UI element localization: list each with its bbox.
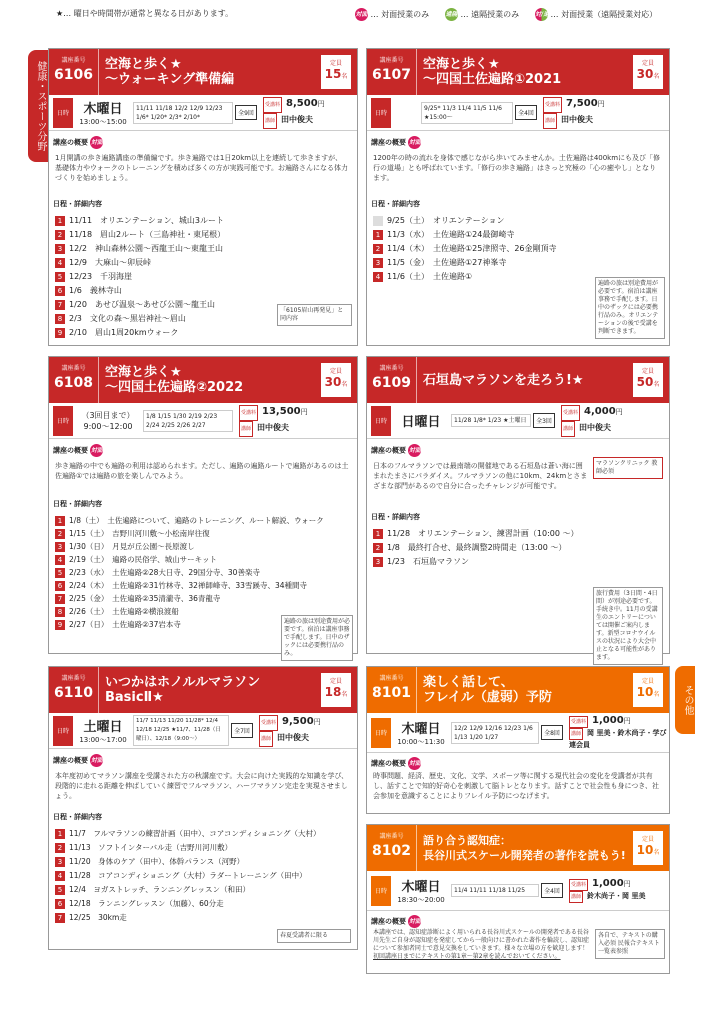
note-box: マラソンクリニック 教師必須 xyxy=(593,457,663,479)
list-item: 1 11/3（水） 土佐遍路①24最御崎寺 xyxy=(373,228,557,242)
course-info xyxy=(49,713,357,749)
overview-label: 講座の概要 対面 xyxy=(371,915,421,928)
course-info xyxy=(367,95,669,131)
note-box: 各自で、テキストの購入必須 民報合テキスト一覧表参照 xyxy=(595,929,665,959)
date-list: 11/11 11/18 12/2 12/9 12/23 1/6* 1/20* 2/3* 2/10* xyxy=(133,102,233,124)
day-time: 木曜日 18:30～20:00 xyxy=(397,880,445,904)
list-item: 2 11/18 眉山2ルート（三島神社・東尾根） xyxy=(55,228,225,242)
course-title: 語り合う認知症： 長谷川式スケール開発者の著作を読もう! xyxy=(423,834,626,862)
face-icon: 対面 xyxy=(408,136,421,149)
list-item: 5 12/23 千羽海崖 xyxy=(55,270,225,284)
schedule-list xyxy=(373,214,557,284)
list-item: 9/25（土） オリエンテーション xyxy=(373,214,557,228)
day-time: 木曜日 13:00～15:00 xyxy=(79,102,127,126)
course-card-6109[interactable] xyxy=(366,356,670,661)
list-item: 1 11/7 フルマラソンの練習計画（田中）、コアコンディショニング（大村） xyxy=(55,827,321,841)
session-count: 全3回 xyxy=(533,413,555,428)
list-item: 2 1/15（土） 吉野川河川敷～小松南岸往復 xyxy=(55,527,324,540)
list-item: 2 11/13 ソフトインターバル走（吉野川河川敷） xyxy=(55,841,321,855)
list-item: 9 2/27（日） 土佐遍路②37岩本寺 xyxy=(55,618,324,631)
date-list: 9/25* 11/3 11/4 11/5 11/6 ★15:00～ xyxy=(421,102,513,124)
card-header xyxy=(49,49,357,95)
date-list: 1/8 1/15 1/30 2/19 2/23 2/24 2/25 2/26 2/27 xyxy=(143,410,233,432)
course-code: 講座番号 6108 xyxy=(49,357,99,403)
course-card-8102[interactable] xyxy=(366,824,670,974)
list-item: 7 12/25 30km走 xyxy=(55,911,321,925)
capacity: 定員 30名 xyxy=(633,55,663,89)
list-item: 7 1/20 あせび温泉～あせび公園～龍王山 xyxy=(55,298,225,312)
session-count: 全8回 xyxy=(541,725,563,740)
course-card-8101[interactable] xyxy=(366,666,670,814)
schedule-label: 日程・詳細内容 xyxy=(53,200,102,208)
course-code: 講座番号 6107 xyxy=(367,49,417,95)
capacity: 定員 15名 xyxy=(321,55,351,89)
overview-text: 日本のフルマラソンでは最南端の開催地である石垣島は蒼い海に囲まれたまさにパラダイス。フルマラソンの他に10km、24kmとさまざまな部門があるので自分に合ったチャレンジが可能です。 xyxy=(373,462,588,490)
fee-lecturer: 受講料 13,500円 講師 田中俊夫 xyxy=(233,405,357,437)
session-count: 全9回 xyxy=(235,105,257,120)
note-box: 春夏受講者に限る xyxy=(277,929,351,943)
face-icon: 対面 xyxy=(90,444,103,457)
schedule-label: 日程・詳細内容 xyxy=(371,513,420,521)
schedule-list xyxy=(55,514,324,631)
course-info xyxy=(49,403,357,439)
hybrid-icon: 対/遠 xyxy=(535,8,548,21)
course-code: 講座番号 8101 xyxy=(367,667,417,713)
course-code: 講座番号 6106 xyxy=(49,49,99,95)
legend xyxy=(0,6,720,22)
overview-text: 1200年の時の流れを身体で感じながら歩いてみませんか。土佐遍路は400kmにも及び「修行の道場」とも呼ばれています。「修行の歩き遍路」はきっと究極の「心の癒やし」となります。 xyxy=(373,154,661,182)
course-card-6108[interactable] xyxy=(48,356,358,657)
note-box: 遍路の旅は別途費用が必要です。宿泊は講座事務で手配します。日中のザックには必要携行品のみ。 xyxy=(281,615,353,661)
overview-label: 講座の概要 対面 xyxy=(371,136,421,149)
list-item: 7 2/25（金） 土佐遍路②35清瀧寺、36青龍寺 xyxy=(55,592,324,605)
list-item: 2 11/4（木） 土佐遍路①25津照寺、26金剛頂寺 xyxy=(373,242,557,256)
list-item: 9 2/10 眉山1周20kmウォーク xyxy=(55,326,225,340)
overview-label: 講座の概要 対面 xyxy=(371,757,421,770)
course-info xyxy=(367,713,669,753)
date-label: 日時 xyxy=(371,876,391,906)
fee-lecturer: 受講料 1,000円 講師 鈴木尚子・岡 里美 xyxy=(563,879,669,903)
list-item: 3 1/30（日） 月見が丘公園～長原渡し xyxy=(55,540,324,553)
date-label: 日時 xyxy=(371,406,391,436)
list-item: 3 11/20 身体のケア（田中）、体幹パランス（河野） xyxy=(55,855,321,869)
course-info xyxy=(367,871,669,911)
date-list: 12/2 12/9 12/16 12/23 1/6 1/13 1/20 1/27 xyxy=(451,722,539,744)
legend-face: 対面 … 対面授業のみ xyxy=(355,10,430,19)
course-info xyxy=(49,95,357,131)
card-header xyxy=(49,357,357,403)
note-box: 「6105眉山再発見」と同内容 xyxy=(277,304,352,326)
course-card-6110[interactable] xyxy=(48,666,358,950)
card-header xyxy=(367,49,669,95)
list-item: 1 11/28 オリエンテーション、練習計画（10:00 ～） xyxy=(373,527,579,541)
date-label: 日時 xyxy=(371,98,391,128)
list-item: 4 2/19（土） 遍路の民俗学、城山サーキット xyxy=(55,553,324,566)
side-tab-health: 健康・スポーツ分野 xyxy=(28,50,48,162)
overview-label: 講座の概要 対面 xyxy=(53,136,103,149)
schedule-label: 日程・詳細内容 xyxy=(53,813,102,821)
face-icon: 対面 xyxy=(408,757,421,770)
date-list: 11/28 1/8* 1/23 ★土曜日 xyxy=(451,414,531,427)
face-icon: 対面 xyxy=(355,8,368,21)
overview-label: 講座の概要 対面 xyxy=(53,444,103,457)
fee-lecturer: 受講料 1,000円 講師 岡 里美・鈴木尚子・学び連会員 xyxy=(569,714,667,749)
card-header xyxy=(367,667,669,713)
schedule-list xyxy=(55,827,321,925)
course-card-6107[interactable] xyxy=(366,48,670,346)
date-label: 日時 xyxy=(371,718,391,748)
list-item: 6 12/18 ランニングレッスン（加藤）、60分走 xyxy=(55,897,321,911)
list-item: 1 1/8（土） 土佐遍路について、遍路のトレーニング、ルート解説、ウォーク xyxy=(55,514,324,527)
overview-text: 時事問題、経済、歴史、文化、文学、スポーツ等に関する現代社会の変化を受講者が共有し、話すことで知的好奇心を刺激して脳トレとなります。話すことで社会性も身につき、社会参加を意識することによりフレイル予防につなげます。 xyxy=(373,772,660,800)
face-icon: 対面 xyxy=(408,915,421,928)
session-count: 全7回 xyxy=(231,723,253,738)
note-box: 旅行費用（3日間・4日間）が別途必要です。手続き中。11月の受講生のエントリーについては開催ご案内します。新型コロナウイルスの状況により大会中止となる可能性があります。 xyxy=(593,587,663,665)
schedule-label: 日程・詳細内容 xyxy=(53,500,102,508)
session-count: 全4回 xyxy=(515,105,537,120)
list-item: 3 1/23 石垣島マラソン xyxy=(373,555,579,569)
list-item: 5 12/4 ヨガストレッチ、ランニングレッスン（和田） xyxy=(55,883,321,897)
face-icon: 対面 xyxy=(408,444,421,457)
capacity: 定員 10名 xyxy=(633,831,663,865)
list-item: 3 11/5（金） 土佐遍路①27神峯寺 xyxy=(373,256,557,270)
capacity: 定員 18名 xyxy=(321,673,351,707)
fee-lecturer: 受講料 4,000円 講師 田中俊夫 xyxy=(555,405,669,437)
overview-text: 歩き遍路の中でも遍路の利用は認められます。ただし、遍路の遍路ルートで遍路があるのは土佐遍路①では遍路の旅を楽しんでみよう。 xyxy=(55,462,349,480)
course-title: 空海と歩く★ ～四国土佐遍路①2021 xyxy=(423,57,562,87)
card-header xyxy=(49,667,357,713)
course-code: 講座番号 6109 xyxy=(367,357,417,403)
card-header xyxy=(367,357,669,403)
note-box: 遍路の旅は別途費用が必要です。宿泊は講座事務で手配します。日中のザックには必要携行品のみ。オリエンテーションの後で受講を判断できます。 xyxy=(595,277,665,339)
date-label: 日時 xyxy=(53,98,73,128)
capacity: 定員 10名 xyxy=(633,673,663,707)
schedule-label: 日程・詳細内容 xyxy=(371,200,420,208)
list-item: 5 2/23（水） 土佐遍路②28大日寺、29国分寺、30善楽寺 xyxy=(55,566,324,579)
list-item: 3 12/2 神山森林公園～西龍王山～東龍王山 xyxy=(55,242,225,256)
course-card-6106[interactable] xyxy=(48,48,358,346)
course-title: 石垣島マラソンを走ろう!★ xyxy=(423,372,584,388)
date-list: 11/7 11/13 11/20 11/28* 12/4 12/18 12/25 ★11/7、11/28（日曜日）、12/18（9:00～） xyxy=(133,715,229,746)
overview-text: 本講座では、認知症診断によく用いられる長谷川式スケールの開発者である長谷川先生ご自身が認知症を発症してから一般向けに書かれた著作を輪読し、認知症について参加者同士で意見交換をしていきます。様々な立場の方を歓迎します！ 初回講座日までにテキストの第1章～第2章を読んでおいてください。 xyxy=(373,929,590,960)
list-item: 4 11/6（土） 土佐遍路① xyxy=(373,270,557,284)
fee-lecturer: 受講料 8,500円 講師 田中俊夫 xyxy=(257,97,357,129)
legend-note: ★… 曜日や時間帯が通常と異なる日があります。 xyxy=(56,9,234,18)
capacity: 定員 30名 xyxy=(321,363,351,397)
overview-label: 講座の概要 対面 xyxy=(53,754,103,767)
day-time: 木曜日 10:00～11:30 xyxy=(397,722,445,746)
course-code: 講座番号 6110 xyxy=(49,667,99,713)
list-item: 4 11/28 コアコンディショニング（大村）ラダートレーニング（田中） xyxy=(55,869,321,883)
overview-text: 1月開講の歩き遍路講座の準備編です。歩き遍路では1日20km以上を連続して歩きますが、基礎体力やウォークのトレーニングを積めば多くの方が実践可能です。お遍路さんになる体力づくりを始めましょう。 xyxy=(55,154,349,182)
overview-text: 本年度初めてマラソン講座を受講された方の秋講座です。大会に向けた実践的な知識を学び、段階的に走れる距離を伸ばしていく練習でフルマラソン、ハーフマラソン完走を実現させましょう。 xyxy=(55,772,349,800)
list-item: 6 1/6 義林寺山 xyxy=(55,284,225,298)
course-info xyxy=(367,403,669,439)
course-title: 空海と歩く★ ～四国土佐遍路②2022 xyxy=(105,365,244,395)
list-item: 4 12/9 大麻山～卯辰峠 xyxy=(55,256,225,270)
capacity: 定員 50名 xyxy=(633,363,663,397)
face-icon: 対面 xyxy=(90,754,103,767)
course-code: 講座番号 8102 xyxy=(367,825,417,871)
course-title: 空海と歩く★ ～ウォーキング準備編 xyxy=(105,57,235,87)
list-item: 2 1/8 最終打合せ、最終調整2時間走（13:00 ～） xyxy=(373,541,579,555)
date-list: 11/4 11/11 11/18 11/25 xyxy=(451,884,539,897)
online-icon: 遠隔 xyxy=(445,8,458,21)
fee-lecturer: 受講料 9,500円 講師 田中俊夫 xyxy=(253,715,357,747)
list-item: 1 11/11 オリエンテーション、城山3ルート xyxy=(55,214,225,228)
day-time: 日曜日 xyxy=(401,415,441,430)
list-item: 8 2/26（土） 土佐遍路②横浪渡船 xyxy=(55,605,324,618)
day-time: （3回目まで）9:00～12:00 xyxy=(81,410,135,431)
side-tab-other: その他 xyxy=(675,666,695,734)
course-title: 楽しく話して、 フレイル（虚弱）予防 xyxy=(423,675,552,705)
day-time: 土曜日 13:00～17:00 xyxy=(79,720,127,744)
date-label: 日時 xyxy=(53,716,73,746)
legend-online: 遠隔 … 遠隔授業のみ xyxy=(445,10,520,19)
session-count: 全4回 xyxy=(541,883,563,898)
card-header xyxy=(367,825,669,871)
list-item: 8 2/3 文化の森～黒岩神社～眉山 xyxy=(55,312,225,326)
course-title: いつかはホノルルマラソン BasicⅡ★ xyxy=(105,675,261,705)
date-label: 日時 xyxy=(53,406,73,436)
face-icon: 対面 xyxy=(90,136,103,149)
overview-label: 講座の概要 対面 xyxy=(371,444,421,457)
schedule-list xyxy=(55,214,225,340)
list-item: 6 2/24（木） 土佐遍路②31竹林寺、32禅師峰寺、33雪蹊寺、34種間寺 xyxy=(55,579,324,592)
fee-lecturer: 受講料 7,500円 講師 田中俊夫 xyxy=(537,97,669,129)
schedule-list xyxy=(373,527,579,569)
legend-hybrid: 対/遠 … 対面授業（遠隔授業対応） xyxy=(535,10,658,19)
